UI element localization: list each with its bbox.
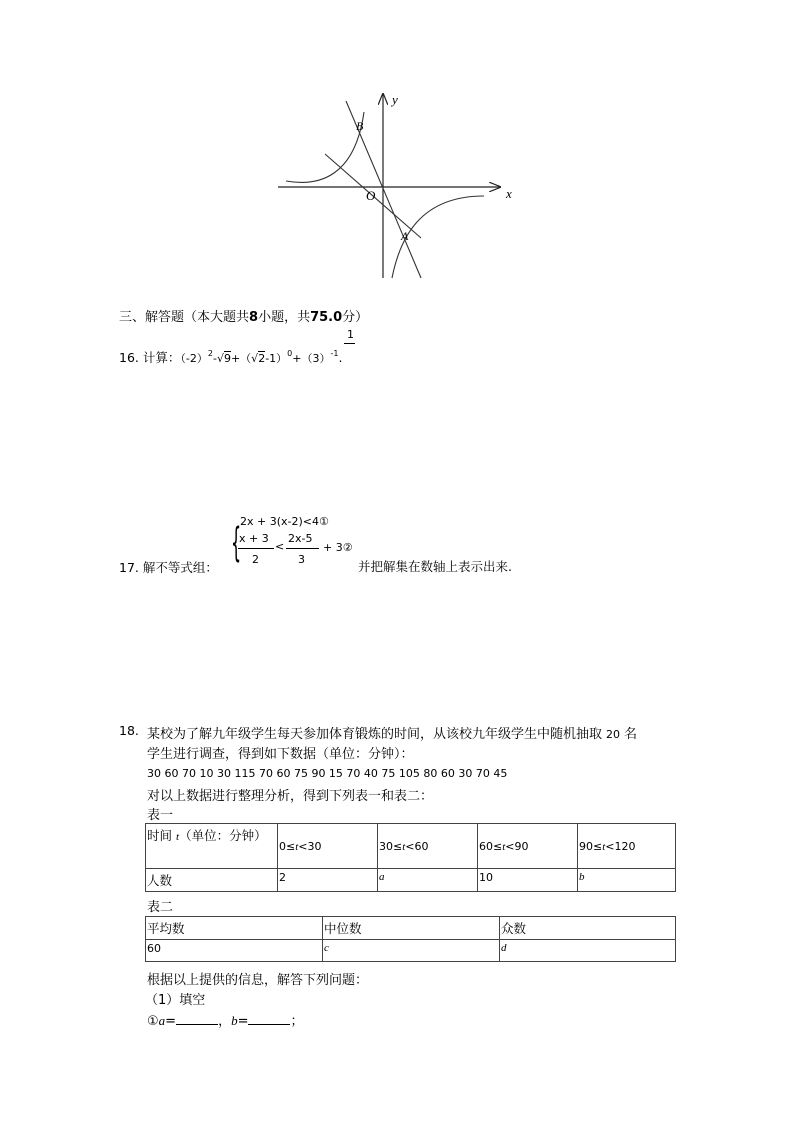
table1-col-3-lo: 90≤ [579,839,603,853]
q16-close-paren: ） [319,352,331,365]
answer-blank-a[interactable] [176,1012,218,1025]
table1-col-3 [578,824,676,869]
table2-title: 表二 [147,900,174,915]
q16-number: 16. [119,350,139,365]
table1-col-3-var: t [602,840,606,853]
table2-header-1: 中位数 [323,917,500,940]
section-heading-part1: 三、解答题（本大题共 [119,310,250,325]
table1-col-1 [378,824,478,869]
q18-fill-a: a [158,1013,166,1028]
table1-col-2-hi: <90 [505,839,529,853]
q17-inequality-2-tail: + 3② [323,541,353,554]
section-total-score: 75.0 [310,310,343,325]
answer-blank-b[interactable] [248,1012,290,1025]
q18-fill-sep: ， [218,1014,232,1029]
hyperbola-branch-upper-left [286,112,364,182]
table2-header-0: 平均数 [146,917,323,940]
table1-value-3: b [578,869,676,892]
table1-count-row [146,869,676,892]
section-question-count: 8 [249,310,259,325]
x-axis-label: x [506,186,512,201]
table1-col-0 [278,824,378,869]
q16-term1: （-2） [180,352,208,365]
q17-frac1-numerator: x + 3 [239,532,269,545]
table2-header-2: 众数 [500,917,676,940]
q18-sample-size: 20 [606,728,621,741]
table1-header-row [146,824,676,869]
section-heading-part3: 分） [342,310,369,325]
q16-fraction-bar [344,343,355,344]
q18-line-1-a: 某校为了解九年级学生每天参加体育锻炼的时间，从该校九年级学生中随机抽取 [147,727,603,742]
table1-col-0-lo: 0≤ [279,839,296,853]
y-axis-label: y [392,92,398,107]
q16-sqrt-sign: √ [216,352,224,365]
table1-col-0-var: t [295,840,299,853]
table2-value-row [146,940,676,962]
table-1 [145,823,676,892]
q16-fraction-numerator: 1 [347,328,354,341]
table2-value-1: c [323,940,500,962]
q16-period: . [338,350,343,365]
q18-line-1-b: 名 [624,727,638,742]
q17-number: 17. [119,560,139,575]
table1-col-2 [478,824,578,869]
table1-header-a: 时间 [147,828,173,843]
q18-line-4: 对以上数据进行整理分析，得到下列表一和表二： [147,789,434,804]
q16-term2: -1） [265,352,288,365]
table2-value-0: 60 [146,940,323,962]
q17-inequality-1: 2x + 3(x-2)<4① [240,515,329,528]
table1-col-3-hi: <120 [605,839,636,853]
q17-frac2-bar [286,548,319,549]
table1-col-1-hi: <60 [405,839,429,853]
origin-label: O [366,188,376,203]
q16-fraction-denominator: 3 [312,352,320,365]
q17-frac2-numerator: 2x-5 [288,532,313,545]
point-b-label: B [356,119,364,133]
q16-sqrt-sign-2: √ [251,352,259,365]
q17-frac1-denominator: 2 [252,553,259,566]
table1-header-cell [146,824,278,869]
table1-header-b: （单位：分钟） [179,828,267,843]
point-a-label: A [401,229,409,243]
q18-fill-line [147,1010,304,1029]
table1-col-2-lo: 60≤ [479,839,503,853]
q18-part1: （1）填空 [145,993,206,1008]
section-heading [119,306,368,325]
q17-less-than: < [275,540,285,553]
question-17 [119,558,218,576]
q18-fill-end: ； [290,1014,304,1029]
q18-line-after: 根据以上提供的信息，解答下列问题： [147,973,369,988]
table1-col-1-var: t [402,840,406,853]
table1-title: 表一 [147,808,174,823]
table1-header-var: t [176,831,180,843]
q16-radicand2: 2 [258,352,266,365]
table1-row-label: 人数 [146,869,278,892]
q18-number: 18. [119,723,139,738]
table2-header-row [146,917,676,940]
q18-line-2: 学生进行调查，得到如下数据（单位：分钟）： [147,747,414,762]
q17-frac1-bar [238,548,274,549]
table-2 [145,916,676,962]
table1-col-0-hi: <30 [298,839,322,853]
table1-col-2-var: t [502,840,506,853]
q18-fill-eq-a: = [165,1014,177,1029]
q16-label: 计算： [142,350,181,365]
q17-brace: { [231,520,242,566]
q18-fill-b: b [231,1013,238,1028]
q16-exp2: 0 [287,349,293,358]
q17-instruction: 并把解集在数轴上表示出来. [358,559,512,574]
q16-plus-paren: +（ [230,352,252,365]
q16-exp1: 2 [207,349,213,358]
q17-label: 解不等式组： [142,560,218,575]
q18-fill-mark: ① [147,1014,159,1029]
function-graph [270,88,530,288]
q18-data-values: 30 60 70 10 30 115 70 60 75 90 15 70 40 75 105 80 60 30 70 45 [147,767,508,780]
q16-radicand1: 9 [223,352,231,365]
q16-exp3: -1 [330,349,339,358]
table1-value-1: a [378,869,478,892]
question-16 [119,348,342,366]
table1-col-1-lo: 30≤ [379,839,403,853]
table1-value-2: 10 [478,869,578,892]
q16-minus: - [212,352,217,365]
q17-frac2-denominator: 3 [298,553,305,566]
table1-value-0: 2 [278,869,378,892]
q18-line-1 [147,723,637,742]
q18-fill-eq-b: = [237,1014,249,1029]
table2-value-2: d [500,940,676,962]
section-heading-part2: 小题，共 [258,310,311,325]
q16-plus-paren-2: +（ [292,352,313,365]
